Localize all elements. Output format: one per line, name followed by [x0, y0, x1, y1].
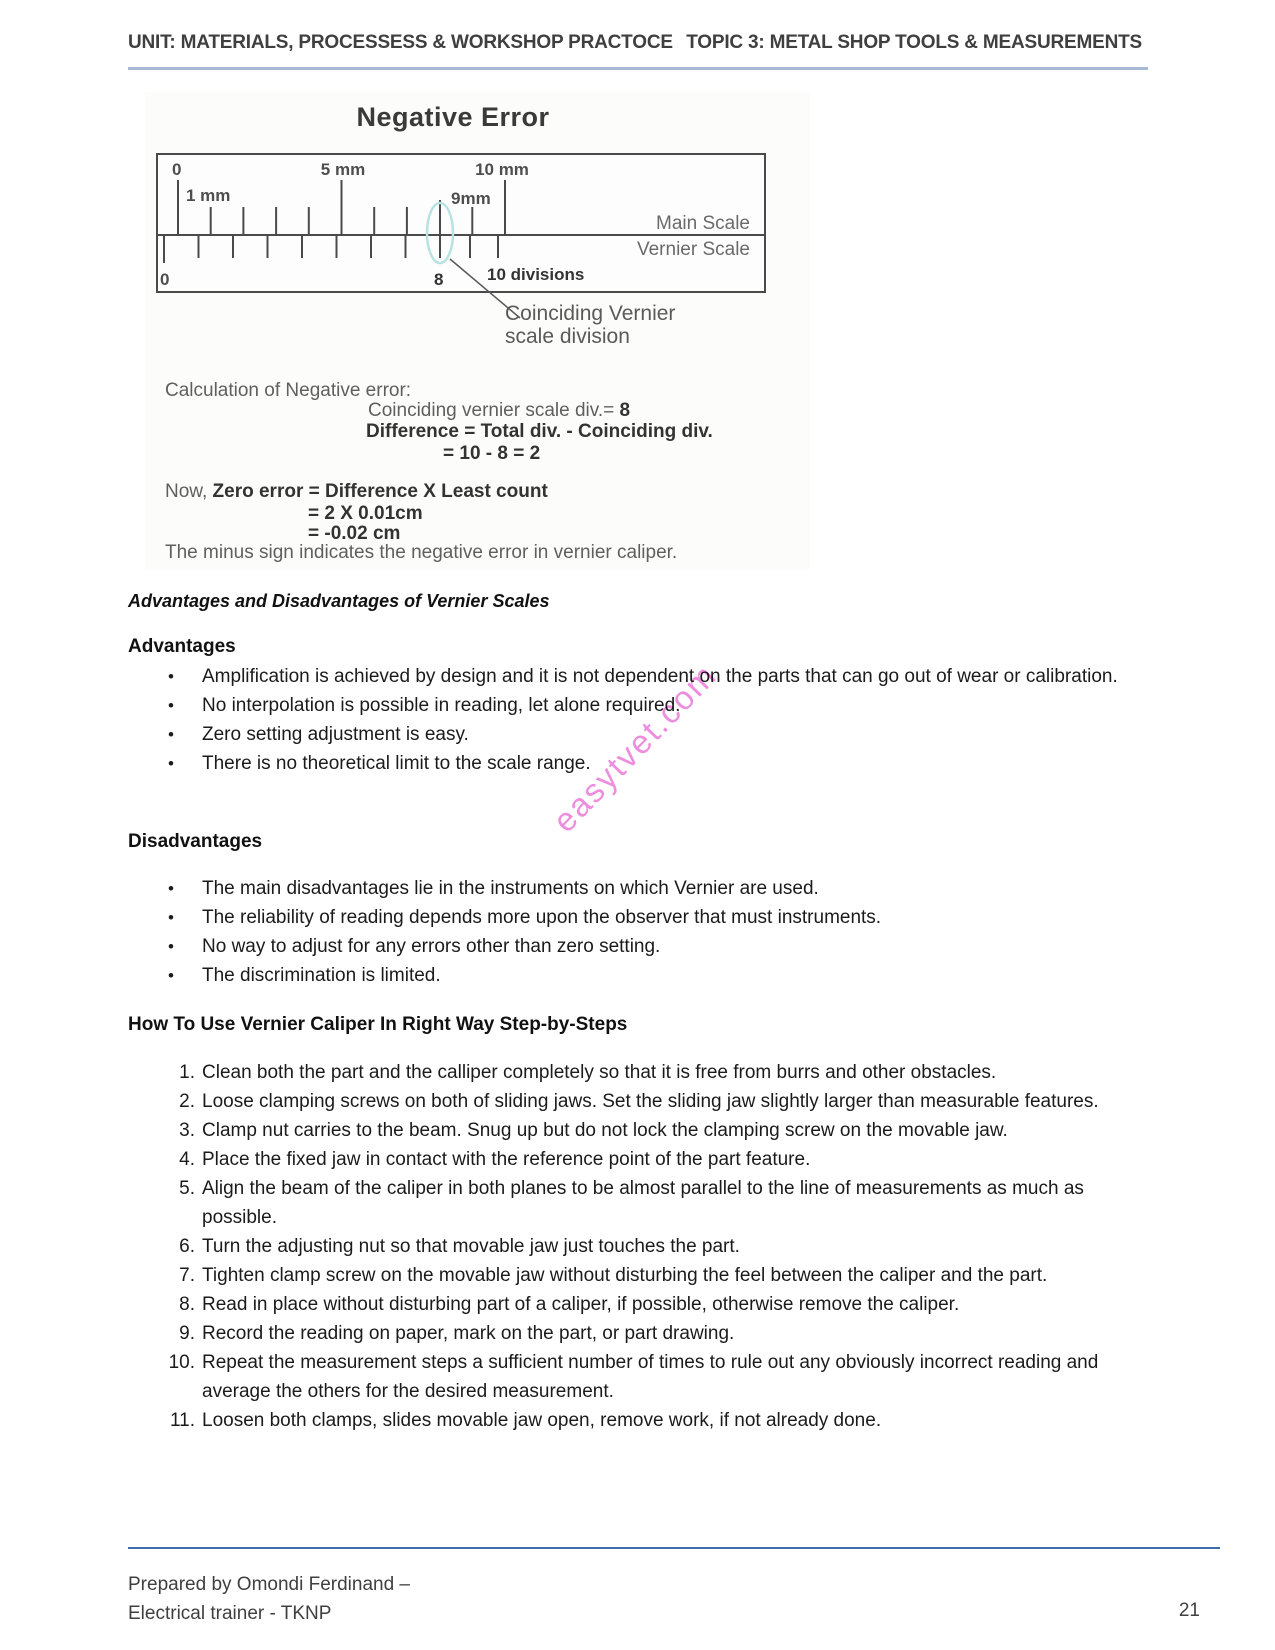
step-item — [150, 1319, 1147, 1348]
step-text: Align the beam of the caliper in both planes to be almost parallel to the line of measurements as much as possible. — [202, 1178, 1084, 1228]
step-item — [150, 1406, 1147, 1435]
calc-difference — [366, 421, 713, 443]
step-text: Loosen both clamps, slides movable jaw open, remove work, if not already done. — [202, 1410, 882, 1431]
steps-list — [150, 1058, 1147, 1435]
howto-heading: How To Use Vernier Caliper In Right Way Step-by-Steps — [128, 1014, 628, 1035]
step-item — [150, 1290, 1147, 1319]
calc-zero-error-formula: Zero error = Difference X Least count — [212, 481, 548, 502]
calc-zero-error — [165, 481, 548, 503]
main-scale-label: Main Scale — [656, 213, 750, 234]
list-item-text: There is no theoretical limit to the scale range. — [202, 753, 591, 774]
header-topic-title: TOPIC 3: METAL SHOP TOOLS & MEASUREMENTS — [686, 32, 1142, 53]
coinciding-annotation-line2: scale division — [505, 325, 630, 348]
calc-now-prefix: Now, — [165, 481, 213, 502]
step-number: 10. — [168, 1352, 195, 1373]
disadvantages-heading: Disadvantages — [128, 831, 263, 852]
step-text: Clean both the part and the calliper completely so that it is free from burrs and other obstacles. — [202, 1062, 997, 1083]
footer-divider — [128, 1547, 1220, 1549]
list-item — [150, 961, 1147, 990]
step-item — [150, 1348, 1147, 1406]
step-text: Turn the adjusting nut so that movable jaw just touches the part. — [202, 1236, 740, 1257]
step-text: Read in place without disturbing part of a caliper, if possible, otherwise remove the caliper. — [202, 1294, 960, 1315]
main-zero-label: 0 — [172, 160, 182, 179]
bullet-glyph: • — [168, 754, 174, 773]
calc-difference-result-value: = 10 - 8 = 2 — [443, 443, 541, 464]
watermark: easytvet.com — [545, 656, 724, 840]
step-item — [150, 1087, 1147, 1116]
list-item-text: No interpolation is possible in reading, let alone required. — [202, 695, 681, 716]
step-text: Loose clamping screws on both of sliding jaws. Set the sliding jaw slightly larger than measurable features. — [202, 1091, 1099, 1112]
list-item — [150, 874, 1147, 903]
vernier-scale-diagram — [150, 138, 770, 353]
step-text: Clamp nut carries to the beam. Snug up but do not lock the clamping screw on the movable jaw. — [202, 1120, 1008, 1141]
bullet-glyph: • — [168, 696, 174, 715]
list-item — [150, 662, 1147, 691]
calc-coinciding-value: 8 — [619, 400, 631, 421]
calc-intro: Calculation of Negative error: — [165, 380, 412, 401]
vernier-scale-label: Vernier Scale — [636, 239, 750, 260]
step-item — [150, 1174, 1147, 1232]
list-item-text: The discrimination is limited. — [202, 965, 441, 986]
step-text: Tighten clamp screw on the movable jaw without disturbing the feel between the caliper and the part. — [202, 1265, 1048, 1286]
step-text: Repeat the measurement steps a sufficient number of times to rule out any obviously incorrect reading and average the others for the desired measurement. — [202, 1352, 1099, 1402]
list-item-text: The main disadvantages lie in the instruments on which Vernier are used. — [202, 878, 819, 899]
advantages-disadvantages-heading: Advantages and Disadvantages of Vernier Scales — [128, 591, 550, 611]
bullet-glyph: • — [168, 879, 174, 898]
list-item — [150, 932, 1147, 961]
bullet-glyph: • — [168, 908, 174, 927]
bullet-glyph: • — [168, 667, 174, 686]
list-item-text: No way to adjust for any errors other than zero setting. — [202, 936, 661, 957]
vernier-eight-label: 8 — [434, 270, 444, 289]
step-number: 5. — [179, 1178, 195, 1199]
calc-step1-value: = 2 X 0.01cm — [308, 503, 423, 524]
step-number: 1. — [179, 1062, 195, 1083]
bullet-glyph: • — [168, 937, 174, 956]
calc-step2-value: = -0.02 cm — [308, 523, 401, 544]
list-item-text: Zero setting adjustment is easy. — [202, 724, 469, 745]
footer-credit — [128, 1570, 410, 1628]
list-item-text: Amplification is achieved by design and it is not dependent on the parts that can go out of wear or calibration. — [202, 666, 1118, 687]
header-unit-title: UNIT: MATERIALS, PROCESSESS & WORKSHOP PRACTOCE — [128, 32, 673, 53]
calc-coinciding-label: Coinciding vernier scale div.= — [368, 400, 620, 421]
nine-mm-label: 9mm — [451, 189, 491, 208]
bullet-glyph: • — [168, 966, 174, 985]
ten-divisions-label: 10 divisions — [487, 265, 585, 284]
calc-coinciding — [368, 400, 630, 422]
vernier-zero-label: 0 — [160, 270, 170, 289]
step-number: 4. — [179, 1149, 195, 1170]
ten-mm-label: 10 mm — [475, 160, 529, 179]
step-number: 2. — [179, 1091, 195, 1112]
disadvantages-list — [150, 874, 1147, 990]
bullet-glyph: • — [168, 725, 174, 744]
footer-credit-line2: Electrical trainer - TKNP — [128, 1603, 332, 1624]
calc-difference-result — [443, 443, 540, 465]
step-item — [150, 1116, 1147, 1145]
list-item — [150, 903, 1147, 932]
step-number: 6. — [179, 1236, 195, 1257]
step-item — [150, 1145, 1147, 1174]
coinciding-annotation-line1: Coinciding Vernier — [505, 302, 676, 325]
header-divider — [128, 67, 1148, 70]
calc-step1 — [308, 503, 423, 525]
step-item — [150, 1232, 1147, 1261]
list-item-text: The reliability of reading depends more upon the observer that must instruments. — [202, 907, 882, 928]
page-header — [128, 32, 1142, 54]
step-number: 3. — [179, 1120, 195, 1141]
step-number: 11. — [169, 1410, 195, 1431]
step-item — [150, 1058, 1147, 1087]
page-number: 21 — [1178, 1600, 1200, 1621]
step-number: 8. — [179, 1294, 195, 1315]
footer-credit-line1: Prepared by Omondi Ferdinand – — [128, 1574, 410, 1595]
step-number: 7. — [179, 1265, 195, 1286]
step-number: 9. — [179, 1323, 195, 1344]
step-text: Record the reading on paper, mark on the part, or part drawing. — [202, 1323, 735, 1344]
one-mm-label: 1 mm — [186, 186, 231, 205]
advantages-heading: Advantages — [128, 636, 236, 657]
figure-title: Negative Error — [356, 102, 550, 132]
five-mm-label: 5 mm — [320, 160, 366, 179]
step-text: Place the fixed jaw in contact with the reference point of the part feature. — [202, 1149, 811, 1170]
calc-note: The minus sign indicates the negative error in vernier caliper. — [165, 542, 678, 563]
step-item — [150, 1261, 1147, 1290]
calc-difference-formula: Difference = Total div. - Coinciding div. — [366, 421, 713, 442]
